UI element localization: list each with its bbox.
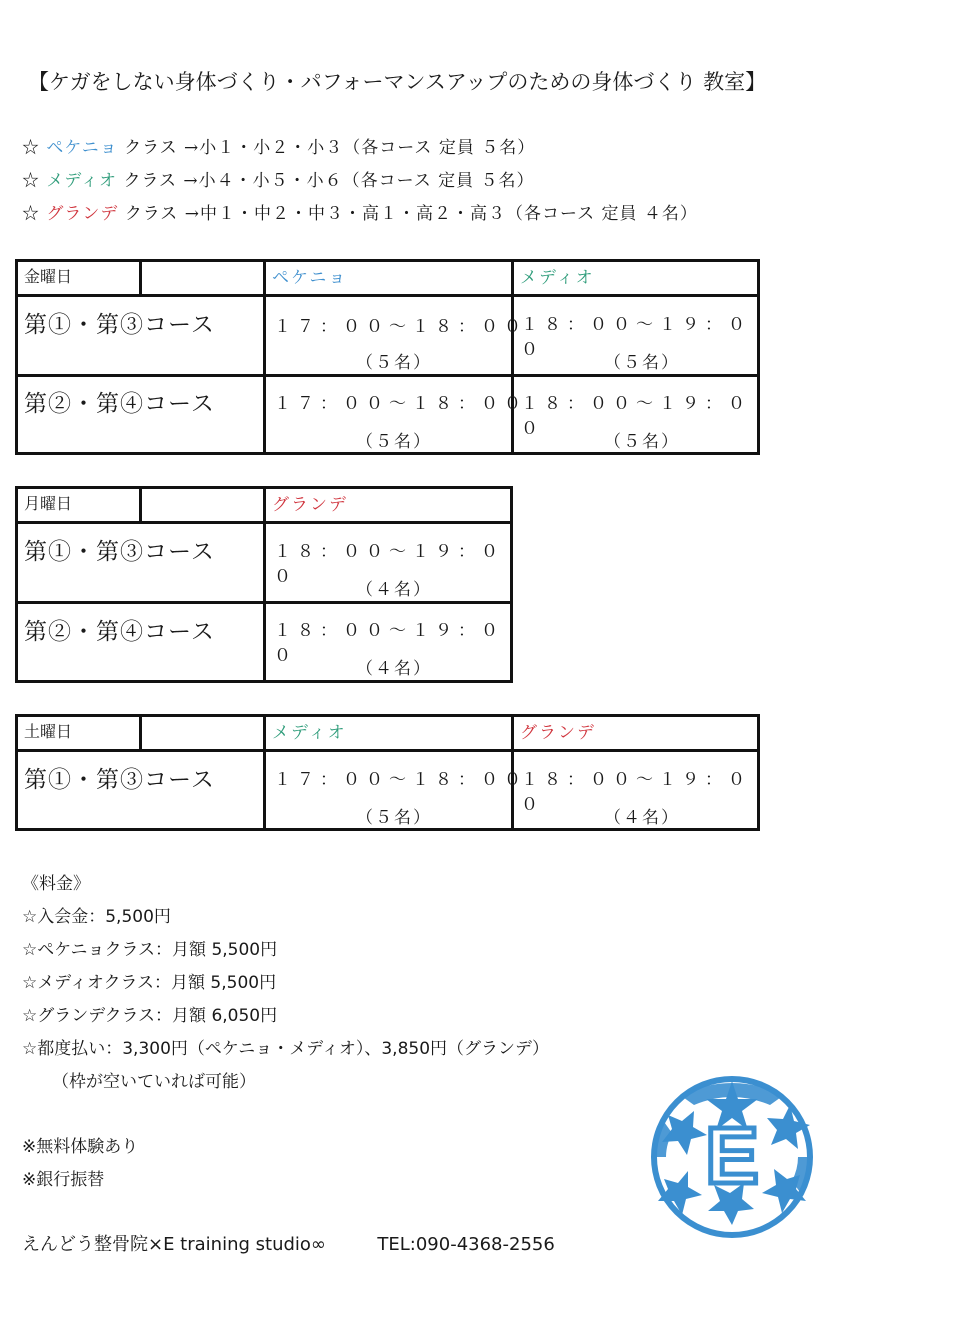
class-name: ペケニョ xyxy=(46,138,118,158)
class-line-medio xyxy=(22,166,535,191)
class-line-grande xyxy=(22,199,698,224)
course-label: 第②・第④コース xyxy=(24,619,215,645)
time-slot: １７：００〜１８：００ xyxy=(274,394,527,414)
class-name: グランデ xyxy=(46,204,119,224)
capacity: （５名） xyxy=(356,353,432,373)
class-detail: クラス →小４・小５・小６（各コース 定員 ５名） xyxy=(123,171,535,191)
time-slot: １８：００〜１９：００ xyxy=(274,621,504,666)
class-detail: クラス →中１・中２・中３・高１・高２・高３（各コース 定員 ４名） xyxy=(124,204,698,224)
class-name: メディオ xyxy=(46,171,118,191)
class-detail: クラス →小１・小２・小３（各コース 定員 ５名） xyxy=(124,138,536,158)
time-slot: １８：００〜１９：００ xyxy=(521,315,751,360)
column-header: ペケニョ xyxy=(272,268,348,288)
footer xyxy=(22,1230,555,1256)
fee-heading: 《料金》 xyxy=(22,874,90,894)
time-slot: １８：００〜１９：００ xyxy=(521,770,751,815)
column-header: グランデ xyxy=(272,495,348,515)
page-title: 【ケガをしない身体づくり・パフォーマンスアップのための身体づくり 教室】 xyxy=(28,70,767,94)
capacity: （４名） xyxy=(356,580,432,600)
capacity: （５名） xyxy=(604,432,680,452)
friday-schedule-table xyxy=(15,259,760,455)
monday-schedule-table xyxy=(15,486,513,683)
day-label: 土曜日 xyxy=(18,717,142,749)
time-slot: １７：００〜１８：００ xyxy=(274,770,527,790)
day-label: 月曜日 xyxy=(18,489,142,521)
star-icon: ☆ xyxy=(22,204,40,224)
fee-note: （枠が空いていれば可能） xyxy=(52,1072,256,1092)
column-header: メディオ xyxy=(272,723,347,743)
column-header: グランデ xyxy=(520,723,596,743)
class-line-pequeno xyxy=(22,133,535,158)
capacity: （４名） xyxy=(604,808,680,828)
studio-name: えんどう整骨院×E training studio∞ xyxy=(22,1234,326,1255)
star-icon: ☆ xyxy=(22,138,40,158)
course-label: 第②・第④コース xyxy=(24,391,215,417)
time-slot: １７：００〜１８：００ xyxy=(274,317,527,337)
capacity: （５名） xyxy=(356,808,432,828)
star-icon: ☆ xyxy=(22,171,40,191)
note-free-trial: ※無料体験あり xyxy=(22,1137,139,1157)
soccer-ball-logo-icon xyxy=(650,1075,814,1239)
capacity: （５名） xyxy=(356,432,432,452)
fee-item: ☆メディオクラス：月額 5,500円 xyxy=(22,973,277,993)
time-slot: １８：００〜１９：００ xyxy=(274,542,504,587)
fee-item: ☆都度払い：3,300円（ペケニョ・メディオ）、3,850円（グランデ） xyxy=(22,1039,550,1059)
course-label: 第①・第③コース xyxy=(24,767,215,793)
saturday-schedule-table xyxy=(15,714,760,831)
fee-item: ☆ペケニョクラス：月額 5,500円 xyxy=(22,940,278,960)
capacity: （４名） xyxy=(356,659,432,679)
course-label: 第①・第③コース xyxy=(24,539,215,565)
course-label: 第①・第③コース xyxy=(24,312,215,338)
day-label: 金曜日 xyxy=(18,262,142,294)
note-bank-transfer: ※銀行振替 xyxy=(22,1170,105,1190)
capacity: （５名） xyxy=(604,353,680,373)
fee-item: ☆グランデクラス：月額 6,050円 xyxy=(22,1006,278,1026)
phone-number: TEL:090-4368-2556 xyxy=(377,1234,555,1255)
time-slot: １８：００〜１９：００ xyxy=(521,394,751,439)
logo-letter: E xyxy=(705,1111,759,1200)
column-header: メディオ xyxy=(520,268,595,288)
fee-item: ☆入会金：5,500円 xyxy=(22,907,171,927)
